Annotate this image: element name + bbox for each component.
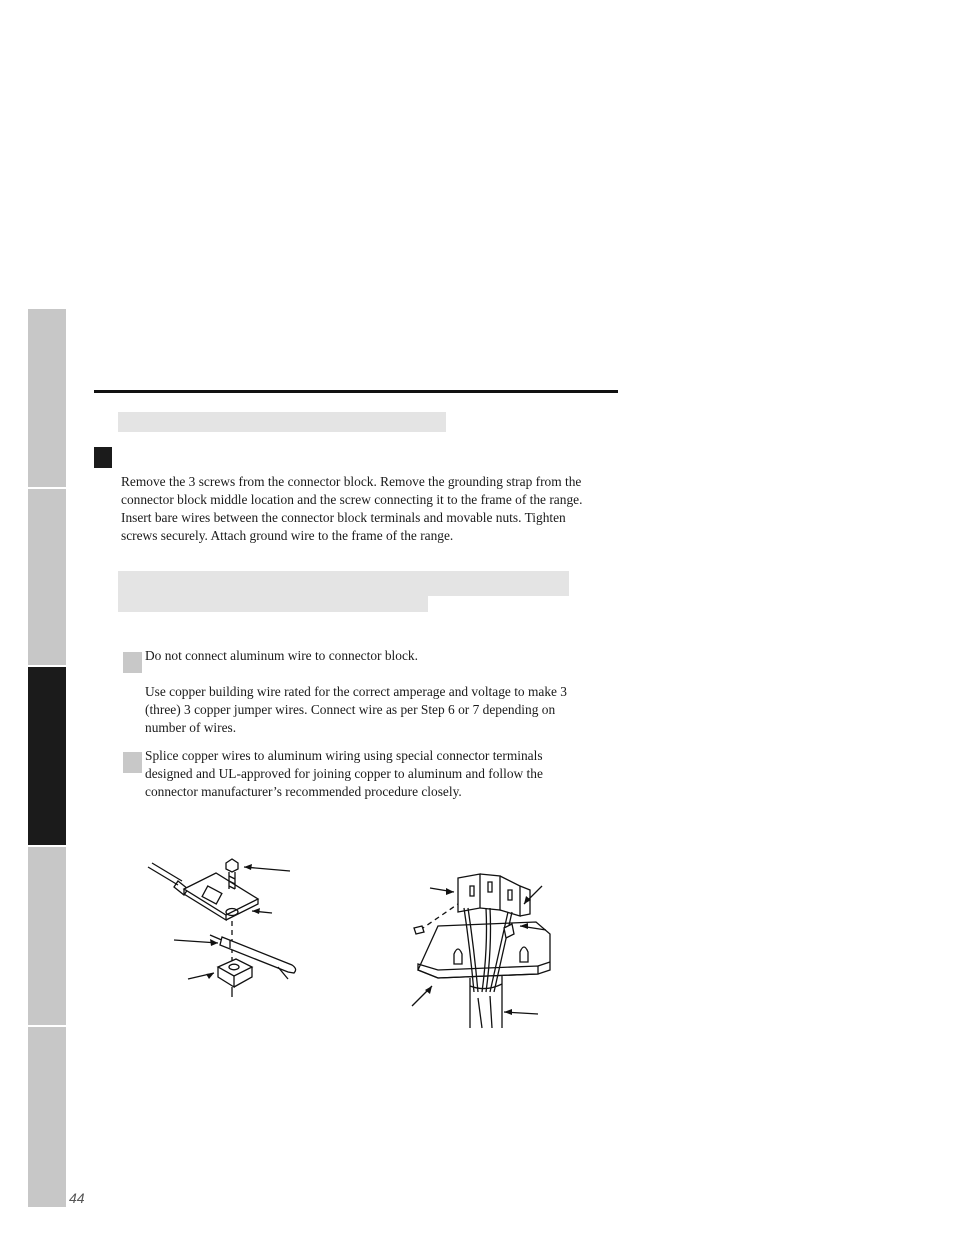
note-aluminum-warning: Do not connect aluminum wire to connector block. [145, 648, 418, 663]
note-marker-2 [123, 752, 142, 773]
side-tab-1 [28, 309, 66, 487]
heading-bar [118, 412, 446, 432]
side-tab-3-active [28, 667, 66, 845]
step-marker [94, 447, 112, 468]
note-marker-1 [123, 652, 142, 673]
terminal-illustration [140, 855, 310, 1010]
side-tab-2 [28, 489, 66, 665]
connector-block-illustration [408, 868, 558, 1028]
section-rule [94, 390, 618, 393]
step-instructions: Remove the 3 screws from the connector block. Remove the grounding strap from the connector block middle location and the screw connecting it to the frame of the range. Insert bare wires between the connector block terminals and movable nuts. Tighten screws securely. Attach ground wire to the frame of the range. [121, 474, 583, 543]
warning-bar-lower [118, 596, 428, 612]
note-copper-jumpers: Use copper building wire rated for the correct amperage and voltage to make 3 (three) 3 copper jumper wires. Connect wire as per Step 6 or 7 depending on number of wires. [145, 684, 568, 735]
side-tab-4 [28, 847, 66, 1025]
note-splice-instructions: Splice copper wires to aluminum wiring using special connector terminals designed and UL-approved for joining copper to aluminum and follow the connector manufacturer’s recommended procedure closely. [145, 748, 543, 799]
warning-bar-upper [118, 571, 569, 596]
page-number: 44 [69, 1190, 85, 1206]
side-tab-5 [28, 1027, 66, 1207]
